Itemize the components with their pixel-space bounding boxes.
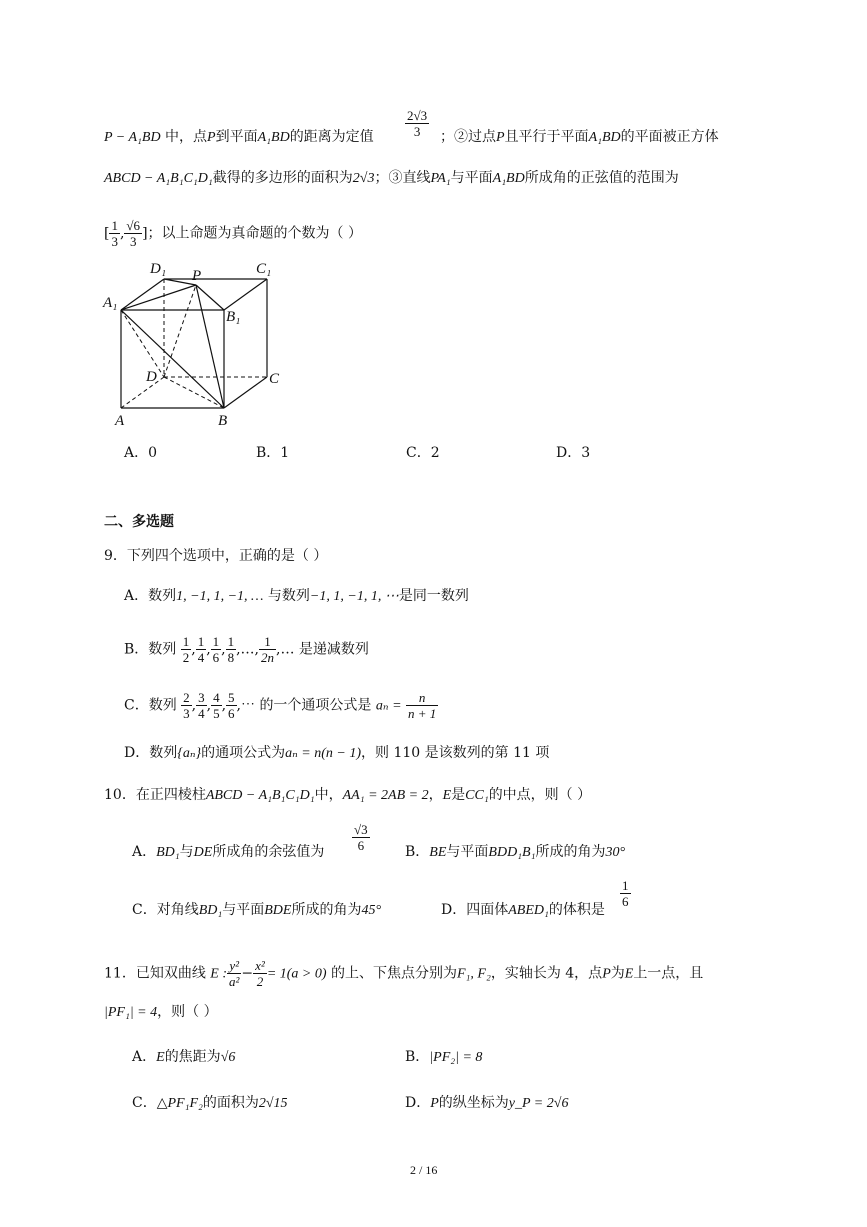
frac-num: √6 bbox=[126, 218, 141, 233]
q9-option-d bbox=[124, 743, 549, 764]
frac-num: 1 bbox=[212, 634, 220, 649]
label-b: B bbox=[218, 413, 228, 429]
frac-num: y² bbox=[227, 958, 241, 974]
frac-den: n + 1 bbox=[407, 706, 437, 721]
label-c: C bbox=[269, 371, 280, 387]
comma: , bbox=[119, 225, 125, 242]
frac-den: 3 bbox=[413, 124, 421, 139]
q8-pyramid: P − A₁BD bbox=[104, 130, 161, 145]
segment-a1b bbox=[121, 310, 224, 408]
option-text: 所成角的余弦值为 bbox=[212, 844, 325, 860]
segment-db bbox=[164, 377, 224, 408]
frac-num: 3 bbox=[198, 690, 205, 705]
value: y_P = 2√6 bbox=[508, 1096, 569, 1111]
q8-text: 所成角的正弦值的范围为 bbox=[524, 170, 679, 186]
option-label: A． bbox=[132, 844, 157, 860]
stem-text: 10．在正四棱柱 bbox=[104, 787, 206, 803]
q10-option-c bbox=[132, 900, 381, 921]
frac-num: 1 bbox=[111, 218, 118, 233]
option-text: 的焦距为 bbox=[164, 1049, 221, 1065]
q8-point-p: P bbox=[207, 130, 216, 145]
frac-den: 6 bbox=[622, 894, 629, 909]
q8-text: 的平面被正方体 bbox=[620, 129, 719, 145]
option-label: C．数列 bbox=[124, 697, 177, 714]
option-label: A．数列 bbox=[124, 588, 177, 604]
stem-text: 上一点，且 bbox=[633, 965, 704, 982]
q8-line1b bbox=[440, 127, 719, 148]
q9-option-c: C．数列 $\frac{2}{3}$ , $\frac{3}{4}$ , $\frac{4}{5}$ , $\frac{5}{6}$ ,⋯ 的一个通项公式是 aₙ = $\frac{n}{n + 1}$ bbox=[124, 690, 437, 721]
label-d: D bbox=[146, 369, 157, 385]
ellipsis: ,⋯ bbox=[236, 697, 255, 714]
prism: ABCD − A₁B₁C₁D₁ bbox=[205, 788, 315, 803]
stem-text: 的中点，则（ ） bbox=[488, 787, 592, 803]
stem-text: ，则（ ） bbox=[157, 1004, 218, 1020]
frac-num: 5 bbox=[228, 690, 235, 705]
q10-option-d bbox=[441, 900, 605, 921]
frac-num: 4 bbox=[213, 690, 220, 705]
option-text: 所成的角为 bbox=[535, 844, 606, 860]
stem-text: ， bbox=[428, 787, 443, 803]
option-text: 是同一数列 bbox=[398, 588, 469, 604]
option-text: 的纵坐标为 bbox=[438, 1095, 509, 1111]
option-label: B． bbox=[405, 1049, 430, 1065]
label-a: A bbox=[115, 413, 125, 429]
q8-line2 bbox=[104, 168, 679, 189]
q8-option-b: B．1 bbox=[256, 445, 290, 461]
label-d1: D₁ bbox=[150, 261, 167, 277]
formula: aₙ = bbox=[375, 698, 402, 714]
q8-cube: ABCD − A₁B₁C₁D₁ bbox=[104, 171, 213, 186]
plane: BDE bbox=[264, 903, 292, 918]
frac-den: 4 bbox=[198, 706, 205, 721]
frac-num: 2 bbox=[183, 690, 190, 705]
option-text: 与平面 bbox=[222, 902, 265, 918]
q11-option-b bbox=[405, 1047, 482, 1068]
q8-text: 且平行于平面 bbox=[504, 129, 589, 145]
option-text: 的通项公式为 bbox=[201, 745, 286, 761]
q8-text: ；②过点 bbox=[440, 129, 496, 145]
segment: CC₁ bbox=[465, 788, 489, 803]
option-label: B． bbox=[405, 844, 430, 860]
frac-den: 3 bbox=[129, 234, 137, 249]
equation: = 1(a > 0) bbox=[266, 966, 327, 982]
segment: BD₁ bbox=[156, 845, 180, 860]
curve-name: E bbox=[156, 1050, 165, 1065]
option-label: D．四面体 bbox=[441, 902, 509, 918]
cube-figure bbox=[100, 255, 290, 430]
q8-line1 bbox=[104, 127, 374, 148]
q10-a-fraction bbox=[352, 822, 370, 853]
value: √6 bbox=[220, 1050, 236, 1065]
q11-line2 bbox=[104, 1002, 218, 1023]
curve-name: E bbox=[624, 966, 634, 982]
q11-option-c bbox=[132, 1093, 288, 1114]
triangle: △PF₁F₂ bbox=[156, 1096, 203, 1111]
q9-option-a bbox=[124, 586, 469, 607]
q11-option-d bbox=[405, 1093, 568, 1114]
option-text: ，则 110 是该数列的第 11 项 bbox=[361, 745, 550, 761]
tetrahedron: ABED₁ bbox=[508, 903, 549, 918]
frac-num: x² bbox=[255, 958, 265, 973]
frac-den: 2 bbox=[182, 650, 190, 665]
option-label: D．数列 bbox=[124, 745, 178, 761]
q8-plane: A₁BD bbox=[588, 130, 621, 145]
condition: AA₁ = 2AB = 2 bbox=[342, 788, 429, 803]
option-text: 的面积为 bbox=[202, 1095, 259, 1111]
frac-den: 6 bbox=[212, 650, 220, 665]
q8-line3 bbox=[104, 218, 362, 249]
point-p: P bbox=[430, 1096, 439, 1111]
frac-den: 2 bbox=[256, 974, 264, 989]
sequence: {aₙ} bbox=[177, 746, 202, 761]
q8-text: 与平面 bbox=[450, 170, 493, 186]
q8-option-d: D．3 bbox=[556, 445, 591, 461]
option-text: 的一个通项公式是 bbox=[259, 697, 372, 714]
foci: F₁, F₂ bbox=[456, 966, 491, 982]
edge-b1c1 bbox=[224, 279, 267, 310]
angle-value: 45° bbox=[361, 903, 382, 918]
curve-name: E : bbox=[210, 966, 227, 982]
q10-stem bbox=[104, 785, 591, 806]
minus: − bbox=[241, 965, 254, 982]
section-heading: 二、多选题 bbox=[104, 514, 174, 530]
q8-text: 截得的多边形的面积为 bbox=[212, 170, 353, 186]
segment-a1p bbox=[121, 285, 196, 310]
q8-text: ；以上命题为真命题的个数为（ ） bbox=[147, 225, 362, 242]
frac-num: 1 bbox=[182, 634, 190, 649]
segment-a1d bbox=[121, 310, 164, 377]
option-label: C． bbox=[132, 1095, 157, 1111]
stem-text: 中， bbox=[314, 787, 343, 803]
frac-num: 1 bbox=[197, 634, 205, 649]
q8-option-c: C．2 bbox=[406, 445, 440, 461]
sequence: −1, 1, −1, 1, ⋯ bbox=[309, 589, 399, 604]
option-label: B．数列 bbox=[124, 641, 177, 658]
angle-value: 30° bbox=[605, 845, 626, 860]
frac-den: 3 bbox=[183, 706, 190, 721]
condition: |PF₁| = 4 bbox=[104, 1005, 158, 1020]
edge-bc bbox=[224, 377, 267, 408]
value: |PF₂| = 8 bbox=[429, 1050, 483, 1065]
q9-stem: 9．下列四个选项中，正确的是（ ） bbox=[104, 548, 328, 564]
label-b1: B₁ bbox=[226, 309, 241, 325]
stem-text: ，实轴长为 4，点 bbox=[490, 965, 603, 982]
bracket: ] bbox=[142, 225, 148, 242]
frac-num: 1 bbox=[227, 634, 235, 649]
q10-option-a bbox=[132, 842, 324, 863]
segment: BE bbox=[429, 845, 447, 860]
option-label: C．对角线 bbox=[132, 902, 199, 918]
stem-text: 为 bbox=[610, 965, 625, 982]
frac-den: 3 bbox=[111, 234, 118, 249]
option-label: D． bbox=[405, 1095, 431, 1111]
option-text: ,… 是递减数列 bbox=[276, 641, 369, 658]
segment: BD₁ bbox=[198, 903, 223, 918]
label-a1: A₁ bbox=[103, 295, 118, 311]
segment: DE bbox=[193, 845, 213, 860]
frac-den: 4 bbox=[197, 650, 205, 665]
q8-option-a: A．0 bbox=[124, 445, 158, 461]
frac-den: 5 bbox=[213, 706, 220, 721]
option-label: A． bbox=[132, 1049, 157, 1065]
stem-text: 的上、下焦点分别为 bbox=[330, 965, 457, 982]
frac-num: n bbox=[406, 690, 438, 706]
frac-num: 1 bbox=[259, 634, 276, 650]
frac-den: 6 bbox=[228, 706, 235, 721]
label-p: P bbox=[192, 268, 202, 284]
q10-option-b bbox=[405, 842, 625, 863]
page-number: 2 / 16 bbox=[410, 1163, 438, 1177]
plane: BDD₁B₁ bbox=[488, 845, 536, 860]
edge-ad bbox=[121, 377, 164, 408]
segment-pb1 bbox=[196, 285, 224, 310]
frac-num: 2√3 bbox=[407, 108, 428, 123]
frac-den: 2n bbox=[261, 650, 275, 665]
q10-d-fraction bbox=[620, 878, 631, 909]
q8-fraction-2sqrt3-3 bbox=[405, 108, 429, 139]
frac-den: a² bbox=[229, 974, 240, 989]
q8-line-pa1: PA₁ bbox=[430, 171, 451, 186]
point-p: P bbox=[602, 966, 611, 982]
option-text: 与平面 bbox=[446, 844, 489, 860]
q8-text: 的距离为定值 bbox=[289, 129, 374, 145]
q8-plane: A₁BD bbox=[257, 130, 290, 145]
segment-dp bbox=[164, 285, 196, 377]
option-text: 的体积是 bbox=[548, 902, 605, 918]
q8-text: ；③直线 bbox=[374, 170, 431, 186]
formula: aₙ = n(n − 1) bbox=[285, 746, 362, 761]
label-c1: C₁ bbox=[256, 261, 272, 277]
segment-pb bbox=[196, 285, 224, 408]
frac-den: 8 bbox=[227, 650, 235, 665]
ellipsis: ,…, bbox=[236, 641, 260, 658]
q8-area-value: 2√3 bbox=[352, 171, 375, 186]
option-text: 与 bbox=[179, 844, 194, 860]
edge-a1d1 bbox=[121, 279, 164, 310]
frac-den: 6 bbox=[357, 838, 365, 853]
q9-option-b: B．数列 $\frac{1}{2}$ , $\frac{1}{4}$ , $\frac{1}{6}$ , $\frac{1}{8}$ ,…, $\frac{1}{2n}$ ,… 是递减数列 bbox=[124, 634, 369, 665]
frac-num: √3 bbox=[354, 822, 368, 837]
stem-text: 11．已知双曲线 bbox=[104, 965, 206, 982]
point-e: E bbox=[442, 788, 452, 803]
q8-text: 中，点 bbox=[165, 129, 208, 145]
option-text: 与数列 bbox=[267, 588, 310, 604]
value: 2√15 bbox=[258, 1096, 288, 1111]
bracket: [ bbox=[104, 225, 110, 242]
q8-point-p: P bbox=[496, 130, 505, 145]
q8-text: 到平面 bbox=[215, 129, 258, 145]
stem-text: 是 bbox=[451, 787, 466, 803]
q11-stem bbox=[104, 958, 703, 989]
q8-plane: A₁BD bbox=[492, 171, 525, 186]
frac-num: 1 bbox=[622, 878, 629, 893]
q11-option-a bbox=[132, 1047, 235, 1068]
option-text: 所成的角为 bbox=[291, 902, 362, 918]
sequence: 1, −1, 1, −1, … bbox=[176, 589, 264, 604]
